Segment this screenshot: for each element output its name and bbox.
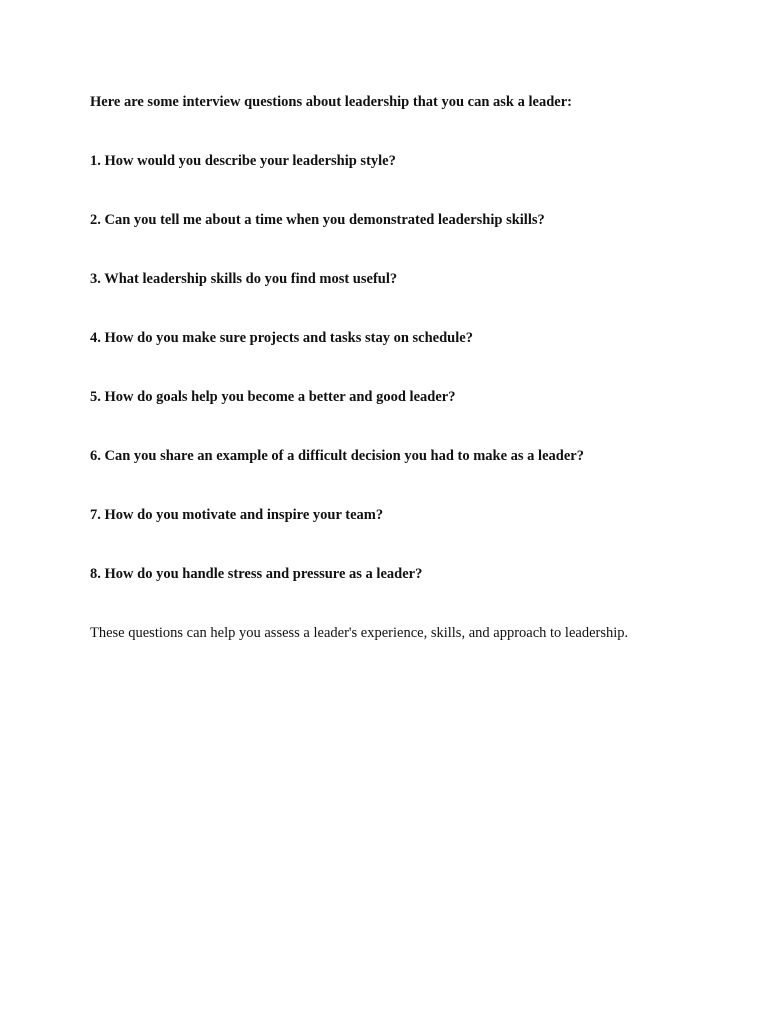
question-1: 1. How would you describe your leadership style? bbox=[90, 153, 396, 169]
intro-text: Here are some interview questions about leadership that you can ask a leader: bbox=[90, 94, 572, 110]
question-5: 5. How do goals help you become a better and good leader? bbox=[90, 389, 456, 405]
closing-text: These questions can help you assess a leader's experience, skills, and approach to leadership. bbox=[90, 625, 629, 641]
question-3: 3. What leadership skills do you find most useful? bbox=[90, 271, 398, 287]
question-8: 8. How do you handle stress and pressure as a leader? bbox=[90, 566, 423, 582]
question-6: 6. Can you share an example of a difficult decision you had to make as a leader? bbox=[90, 448, 584, 464]
question-7: 7. How do you motivate and inspire your team? bbox=[90, 507, 384, 523]
question-4: 4. How do you make sure projects and tasks stay on schedule? bbox=[90, 330, 473, 346]
document-body bbox=[90, 93, 730, 642]
question-2: 2. Can you tell me about a time when you demonstrated leadership skills? bbox=[90, 212, 545, 228]
